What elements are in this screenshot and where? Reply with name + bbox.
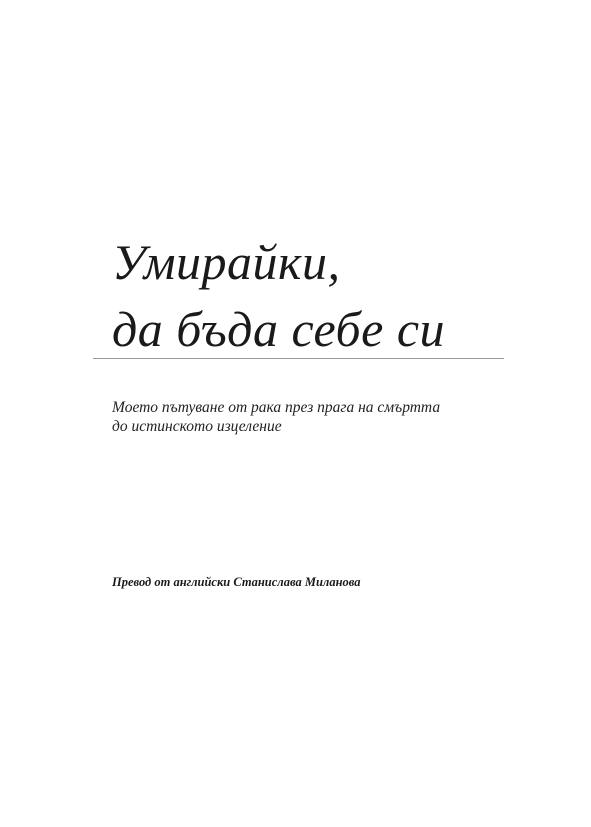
title-divider	[93, 358, 504, 359]
book-title-line-2: да бъда себе си	[112, 301, 446, 357]
translator-credit: Превод от английски Станислава Миланова	[112, 575, 361, 589]
book-title-line-1: Умирайки,	[112, 234, 341, 290]
book-subtitle-line-2: до истинското изцеление	[112, 418, 282, 435]
book-subtitle-line-1: Моето пътуване от рака през прага на смъртта	[112, 399, 441, 416]
